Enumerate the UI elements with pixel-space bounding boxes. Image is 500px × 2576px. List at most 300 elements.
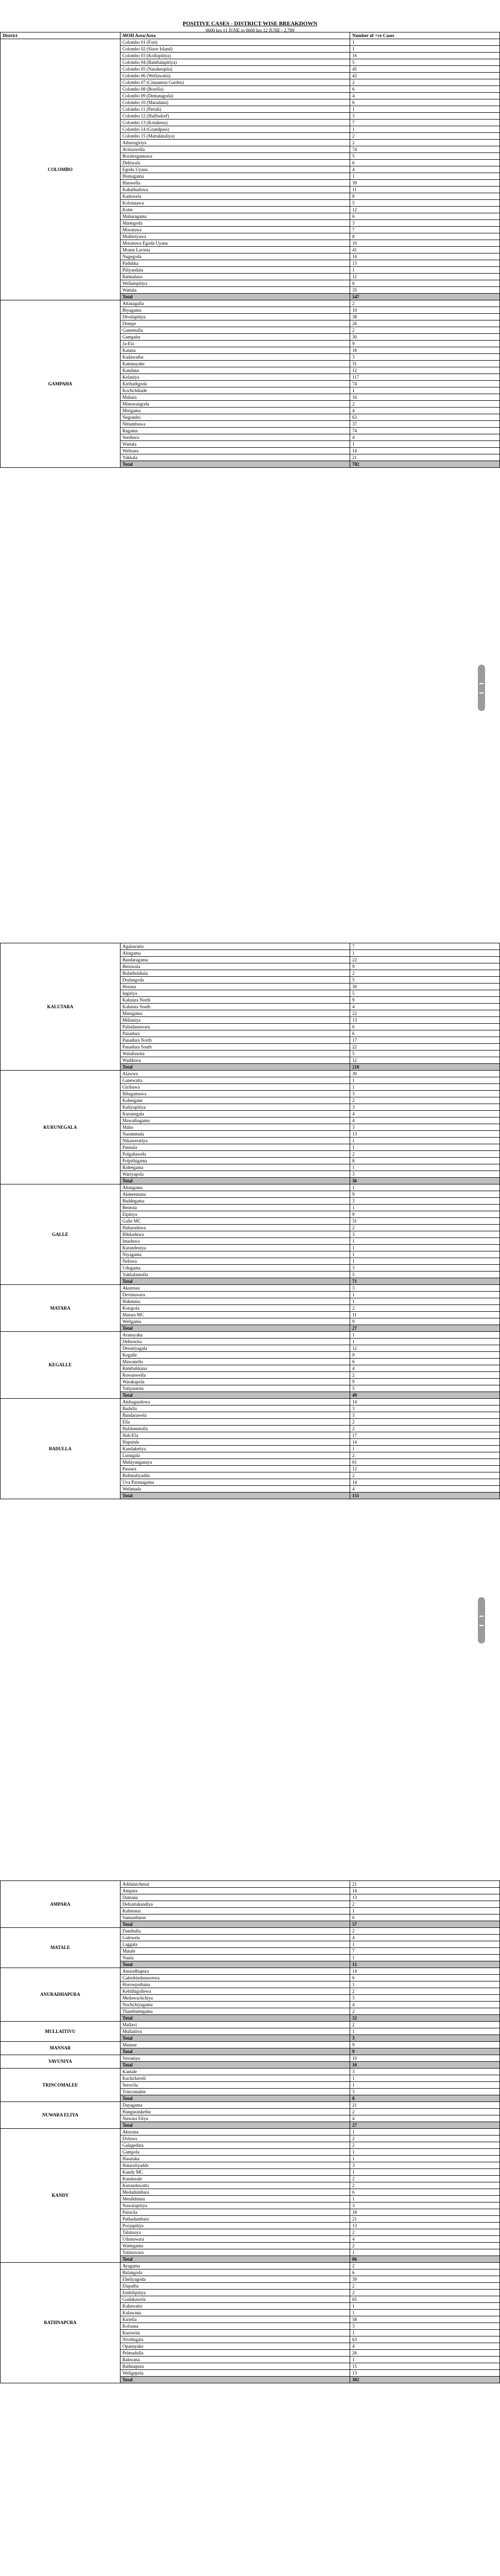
case-count: 2 xyxy=(350,2176,499,2182)
case-count: 2 xyxy=(350,79,499,86)
moh-area-name: Bentota xyxy=(120,1205,350,1211)
moh-area-name: Devinuwara xyxy=(120,1292,350,1298)
moh-area-name: Kurunegala xyxy=(120,1111,350,1117)
moh-area-name: Katana xyxy=(120,347,350,354)
case-count: 3 xyxy=(350,354,499,361)
moh-area-name: Ratmalana xyxy=(120,274,350,280)
case-count: 2 xyxy=(350,2142,499,2149)
case-count: 3 xyxy=(350,2162,499,2169)
total-label: Total xyxy=(120,2048,350,2055)
total-label: Total xyxy=(120,1392,350,1399)
moh-area-name: Ibbagamuwa xyxy=(120,1091,350,1097)
case-count: 9 xyxy=(350,1379,499,1385)
moh-area-name: Eheliyagoda xyxy=(120,2276,350,2283)
total-label: Total xyxy=(120,294,350,300)
table-header-row xyxy=(1,32,500,39)
header-moh-area: MOH Area/Area xyxy=(120,32,350,39)
case-count: 74 xyxy=(350,428,499,434)
moh-area-name: Mount Lavinia xyxy=(120,247,350,253)
case-count: 1 xyxy=(350,1446,499,1452)
moh-area-name: Colombo 10 (Maradana) xyxy=(120,99,350,106)
moh-area-name: Rakwana xyxy=(120,2357,350,2363)
case-count: 9 xyxy=(350,1352,499,1359)
case-count: 21 xyxy=(350,2216,499,2223)
moh-area-name: Dayagama xyxy=(120,2102,350,2109)
case-count: 2 xyxy=(350,2290,499,2296)
case-count: 4 xyxy=(350,2002,499,2008)
case-count: 2 xyxy=(350,1928,499,1935)
case-count: 6 xyxy=(350,1975,499,1981)
moh-area-name: Pannala xyxy=(120,1144,350,1151)
moh-area-name: Mannar xyxy=(120,2042,350,2048)
moh-area-name: Kandana xyxy=(120,367,350,374)
case-count: 2 xyxy=(350,1225,499,1231)
cases-table xyxy=(0,1880,500,2383)
case-count: 1 xyxy=(350,2149,499,2156)
header-cases: Number of +ve Cases xyxy=(350,32,499,39)
moh-area-name: Kalmunai xyxy=(120,1908,350,1914)
case-count: 1 xyxy=(350,1238,499,1245)
moh-area-name: Dodangoda xyxy=(120,977,350,984)
moh-area-name: Mallavi xyxy=(120,2022,350,2028)
moh-area-name: Egoda Uyana xyxy=(120,166,350,173)
moh-area-name: Welisara xyxy=(120,448,350,454)
case-count: 38 xyxy=(350,314,499,320)
moh-area-name: Naula xyxy=(120,1955,350,1961)
moh-area-name: Wellampitiya xyxy=(120,280,350,287)
case-count: 8 xyxy=(350,193,499,200)
case-count: 3 xyxy=(350,1124,499,1131)
moh-area-name: Colombo 11 (Pettah) xyxy=(120,106,350,113)
case-count: 26 xyxy=(350,320,499,327)
case-count: 1 xyxy=(350,2129,499,2136)
moh-area-name: Warakapola xyxy=(120,1379,350,1385)
district-name: KALUTARA xyxy=(1,943,120,1071)
moh-area-name: Menikhinna xyxy=(120,2196,350,2202)
moh-area-name: Galagedara xyxy=(120,2142,350,2149)
moh-area-name: Ja-Ela xyxy=(120,341,350,347)
case-count: 10 xyxy=(350,2055,499,2062)
district-name: GALLE xyxy=(1,1184,120,1285)
total-label: Total xyxy=(120,2062,350,2069)
case-count: 8 xyxy=(350,1158,499,1164)
table-page-2 xyxy=(0,943,500,1499)
table-row xyxy=(1,1928,500,1935)
moh-area-name: Kuchchaveli xyxy=(120,2075,350,2082)
moh-area-name: Kebithigollewa xyxy=(120,1988,350,1995)
moh-area-name: Vavuniya xyxy=(120,2055,350,2062)
case-count: 14 xyxy=(350,1479,499,1486)
moh-area-name: Kolonnawa xyxy=(120,200,350,207)
case-count: 6 xyxy=(350,1030,499,1037)
moh-area-name: Colombo 05 (Narahenpita) xyxy=(120,66,350,73)
case-count: 9 xyxy=(350,1191,499,1198)
moh-area-name: Ganewatta xyxy=(120,1077,350,1084)
moh-area-name: Dehiwala xyxy=(120,160,350,166)
case-count: 5 xyxy=(350,1272,499,1278)
case-count: 61 xyxy=(350,1459,499,1466)
case-count: 3 xyxy=(350,1091,499,1097)
moh-area-name: Balangoda xyxy=(120,2269,350,2276)
case-count: 3 xyxy=(350,1995,499,2002)
case-count: 13 xyxy=(350,2223,499,2229)
moh-area-name: Hanguranketha xyxy=(120,2109,350,2115)
moh-area-name: Divulapitiya xyxy=(120,314,350,320)
moh-area-name: Minuwangoda xyxy=(120,401,350,408)
total-label: Total xyxy=(120,2122,350,2129)
district-name: MATALE xyxy=(1,1928,120,1968)
district-name: ANURADHAPURA xyxy=(1,1968,120,2022)
moh-area-name: Wattegama xyxy=(120,2243,350,2249)
moh-area-name: Kotapola xyxy=(120,1305,350,1312)
case-count: 1 xyxy=(350,2310,499,2316)
moh-area-name: Lunugala xyxy=(120,1452,350,1459)
case-count: 2 xyxy=(350,2229,499,2236)
table-row xyxy=(1,2102,500,2109)
case-count: 22 xyxy=(350,957,499,963)
moh-area-name: Nikaweratiya xyxy=(120,1138,350,1144)
moh-area-name: Polgahawela xyxy=(120,1151,350,1158)
case-count: 3 xyxy=(350,1104,499,1111)
moh-area-name: Nochchiyagama xyxy=(120,2002,350,2008)
moh-area-name: Panwila xyxy=(120,2209,350,2216)
page-subtitle: 0600 hrs 11 JUNE to 0600 hrs 12 JUNE - 2,789 xyxy=(205,28,295,33)
moh-area-name: Weligepola xyxy=(120,2370,350,2377)
case-count: 4 xyxy=(350,1117,499,1124)
moh-area-name: Kaduwela xyxy=(120,193,350,200)
moh-area-name: Kelaniya xyxy=(120,374,350,381)
case-count: 1 xyxy=(350,1338,499,1345)
total-value: 218 xyxy=(350,1064,499,1071)
moh-area-name: Millaniya xyxy=(120,1017,350,1024)
case-count: 1 xyxy=(350,2249,499,2256)
case-count: 1 xyxy=(350,1084,499,1091)
table-row xyxy=(1,943,500,950)
moh-area-name: Ella xyxy=(120,1419,350,1426)
case-count: 17 xyxy=(350,1432,499,1439)
moh-area-name: Panadura xyxy=(120,1030,350,1037)
case-count: 4 xyxy=(350,2343,499,2350)
case-count: 5 xyxy=(350,1050,499,1057)
moh-area-name: Colombo 14 (Grandpass) xyxy=(120,126,350,133)
page-scroll-handle[interactable] xyxy=(478,665,485,711)
moh-area-name: Colombo 12 (Hulftsdorf) xyxy=(120,113,350,120)
case-count: 7 xyxy=(350,943,499,950)
case-count: 5 xyxy=(350,1385,499,1392)
case-count: 1 xyxy=(350,1292,499,1298)
case-count: 6 xyxy=(350,99,499,106)
moh-area-name: Nuwara Eliya xyxy=(120,2115,350,2122)
case-count: 1 xyxy=(350,2196,499,2202)
case-count: 2 xyxy=(350,327,499,334)
moh-area-name: Biyagama xyxy=(120,307,350,314)
table-row xyxy=(1,2042,500,2048)
case-count: 41 xyxy=(350,247,499,253)
moh-area-name: Kolonna xyxy=(120,2323,350,2330)
case-count: 4 xyxy=(350,1004,499,1010)
case-count: 1 xyxy=(350,2357,499,2363)
moh-area-name: Nawalapitiya xyxy=(120,2202,350,2209)
case-count: 2 xyxy=(350,133,499,140)
moh-area-name: Doluwa xyxy=(120,2136,350,2142)
moh-area-name: Ampara xyxy=(120,1888,350,1894)
case-count: 31 xyxy=(350,361,499,367)
moh-area-name: Colombo 15 (Mattakkuliya) xyxy=(120,133,350,140)
case-count: 1 xyxy=(350,2028,499,2035)
case-count: 2 xyxy=(350,1305,499,1312)
district-name: MATARA xyxy=(1,1285,120,1332)
moh-area-name: Avissawella xyxy=(120,146,350,153)
moh-area-name: Polpithigama xyxy=(120,1158,350,1164)
moh-area-name: Niyagama xyxy=(120,1251,350,1258)
case-count: 1 xyxy=(350,1184,499,1191)
moh-area-name: Badulla xyxy=(120,1405,350,1412)
moh-area-name: Ambagasdowa xyxy=(120,1399,350,1405)
moh-area-name: Akmeemana xyxy=(120,1191,350,1198)
table-row xyxy=(1,2022,500,2028)
total-label: Total xyxy=(120,2377,350,2383)
moh-area-name: Hataraliyadda xyxy=(120,2162,350,2169)
total-label: Total xyxy=(120,1325,350,1332)
moh-area-name: Colombo 07 (Cinnamon Garden) xyxy=(120,79,350,86)
moh-area-name: Kiriella xyxy=(120,2316,350,2323)
case-count: 9 xyxy=(350,2042,499,2048)
moh-area-name: Maho xyxy=(120,1124,350,1131)
case-count: 6 xyxy=(350,86,499,93)
total-label: Total xyxy=(120,2015,350,2022)
district-name: MANNAR xyxy=(1,2042,120,2055)
moh-area-name: Passara xyxy=(120,1466,350,1472)
moh-area-name: Homagama xyxy=(120,173,350,180)
case-count: 13 xyxy=(350,1017,499,1024)
case-count: 2 xyxy=(350,1452,499,1459)
moh-area-name: Kuliyapitiya xyxy=(120,1104,350,1111)
case-count: 58 xyxy=(350,2316,499,2323)
moh-area-name: Medadumbara xyxy=(120,2189,350,2196)
case-count: 10 xyxy=(350,307,499,314)
case-count: 37 xyxy=(350,421,499,428)
moh-area-name: Yatiyantota xyxy=(120,1385,350,1392)
case-count: 2 xyxy=(350,1901,499,1908)
moh-area-name: Samanthurai xyxy=(120,1914,350,1921)
case-count: 12 xyxy=(350,1057,499,1064)
total-label: Total xyxy=(120,1493,350,1499)
moh-area-name: Wariyapola xyxy=(120,1171,350,1178)
header-district: District xyxy=(1,32,120,39)
moh-area-name: Mirigama xyxy=(120,408,350,414)
district-name: NUWARA ELIYA xyxy=(1,2102,120,2129)
moh-area-name: Bandarawela xyxy=(120,1412,350,1419)
table-row xyxy=(1,39,500,46)
moh-area-name: Yatinuwara xyxy=(120,2249,350,2256)
case-count: 1 xyxy=(350,1205,499,1211)
case-count: 11 xyxy=(350,187,499,193)
case-count: 2 xyxy=(350,2283,499,2290)
total-label: Total xyxy=(120,1961,350,1968)
case-count: 1 xyxy=(350,39,499,46)
moh-area-name: Kundasale xyxy=(120,2176,350,2182)
district-name: BADULLA xyxy=(1,1399,120,1499)
case-count: 13 xyxy=(350,1894,499,1901)
case-count: 2 xyxy=(350,1472,499,1479)
moh-area-name: Agalawatta xyxy=(120,943,350,950)
case-count: 4 xyxy=(350,408,499,414)
moh-area-name: Aranayaka xyxy=(120,1332,350,1338)
case-count: 3 xyxy=(350,1412,499,1419)
moh-area-name: Kandy MC xyxy=(120,2169,350,2176)
moh-area-name: Hakmana xyxy=(120,1298,350,1305)
moh-area-name: Kobeigane xyxy=(120,1097,350,1104)
case-count: 3 xyxy=(350,1231,499,1238)
moh-area-name: Neluwa xyxy=(120,1258,350,1265)
moh-area-name: Gampola xyxy=(120,2149,350,2156)
moh-area-name: Wattala xyxy=(120,441,350,448)
table-row xyxy=(1,1968,500,1975)
moh-area-name: Deraniyagala xyxy=(120,1345,350,1352)
case-count: 6 xyxy=(350,213,499,220)
case-count: 14 xyxy=(350,253,499,260)
case-count: 2 xyxy=(350,401,499,408)
case-count: 12 xyxy=(350,367,499,374)
moh-area-name: Bulathsinhala xyxy=(120,970,350,977)
case-count: 1 xyxy=(350,2075,499,2082)
case-count: 74 xyxy=(350,146,499,153)
case-count: 9 xyxy=(350,963,499,970)
total-value: 27 xyxy=(350,1325,499,1332)
moh-area-name: Karandeniya xyxy=(120,1245,350,1251)
case-count: 2 xyxy=(350,2263,499,2269)
moh-area-name: Narammala xyxy=(120,1131,350,1138)
moh-area-name: Ruwanwella xyxy=(120,1372,350,1379)
case-count: 30 xyxy=(350,334,499,341)
moh-area-name: Haputale xyxy=(120,1439,350,1446)
case-count: 15 xyxy=(350,2363,499,2370)
moh-area-name: Kurunduwatta xyxy=(120,2182,350,2189)
total-value: 9 xyxy=(350,2048,499,2055)
total-label: Total xyxy=(120,2035,350,2042)
case-count: 4 xyxy=(350,2115,499,2122)
case-count: 6 xyxy=(350,2189,499,2196)
moh-area-name: Kuruwita xyxy=(120,2330,350,2336)
total-value: 302 xyxy=(350,2377,499,2383)
case-count: 12 xyxy=(350,1466,499,1472)
moh-area-name: Mulleriyawa xyxy=(120,233,350,240)
moh-area-name: Colombo 04 (Bambalapitiya) xyxy=(120,59,350,66)
case-count: 10 xyxy=(350,240,499,247)
moh-area-name: Yakkala xyxy=(120,454,350,461)
case-count: 7 xyxy=(350,227,499,233)
total-label: Total xyxy=(120,1064,350,1071)
moh-area-name: Addalaichenai xyxy=(120,1881,350,1888)
case-count: 30 xyxy=(350,984,499,990)
moh-area-name: Ganemulla xyxy=(120,327,350,334)
moh-area-name: Dambulla xyxy=(120,1928,350,1935)
case-count: 117 xyxy=(350,374,499,381)
district-name: RATHNAPURA xyxy=(1,2263,120,2383)
district-name: AMPARA xyxy=(1,1881,120,1928)
moh-area-name: Galle MC xyxy=(120,1218,350,1225)
case-count: 16 xyxy=(350,394,499,401)
total-value: 71 xyxy=(350,1278,499,1285)
case-count: 16 xyxy=(350,53,499,59)
case-count: 1 xyxy=(350,1144,499,1151)
total-value: 49 xyxy=(350,1392,499,1399)
case-count: 14 xyxy=(350,1968,499,1975)
case-count: 63 xyxy=(350,2336,499,2343)
case-count: 5 xyxy=(350,59,499,66)
case-count: 17 xyxy=(350,1037,499,1044)
case-count: 2 xyxy=(350,1426,499,1432)
moh-area-name: Hali-Ela xyxy=(120,1432,350,1439)
district-name: KANDY xyxy=(1,2129,120,2263)
case-count: 1 xyxy=(350,1138,499,1144)
case-count: 3 xyxy=(350,1405,499,1412)
moh-area-name: Laggala xyxy=(120,1941,350,1948)
moh-area-name: Godakawela xyxy=(120,2296,350,2303)
moh-area-name: Kochchikade xyxy=(120,387,350,394)
moh-area-name: Kegalle xyxy=(120,1352,350,1359)
case-count: 6 xyxy=(350,160,499,166)
moh-area-name: Kalutara South xyxy=(120,1004,350,1010)
case-count: 26 xyxy=(350,2350,499,2357)
table-row xyxy=(1,1332,500,1338)
case-count: 22 xyxy=(350,1010,499,1017)
moh-area-name: Kandaketiya xyxy=(120,1446,350,1452)
page-scroll-handle[interactable] xyxy=(478,1597,485,1643)
moh-area-name: Moratuwa Egoda Uyana xyxy=(120,240,350,247)
case-count: 6 xyxy=(350,1914,499,1921)
total-label: Total xyxy=(120,1921,350,1928)
moh-area-name: Ridimaliyadda xyxy=(120,1472,350,1479)
table-row xyxy=(1,2129,500,2136)
case-count: 3 xyxy=(350,2089,499,2095)
total-label: Total xyxy=(120,1178,350,1184)
moh-area-name: Giribawa xyxy=(120,1084,350,1091)
case-count: 2 xyxy=(350,2109,499,2115)
moh-area-name: Opanayake xyxy=(120,2343,350,2350)
moh-area-name: Udunuwara xyxy=(120,2236,350,2243)
moh-area-name: Pathadumbara xyxy=(120,2216,350,2223)
case-count: 5 xyxy=(350,990,499,997)
moh-area-name: Galewela xyxy=(120,1935,350,1941)
case-count: 12 xyxy=(350,1345,499,1352)
case-count: 14 xyxy=(350,1439,499,1446)
case-count: 74 xyxy=(350,381,499,387)
case-count: 9 xyxy=(350,997,499,1004)
moh-area-name: Udugama xyxy=(120,1265,350,1272)
moh-area-name: Piliyandala xyxy=(120,267,350,274)
moh-area-name: Kahathuduwa xyxy=(120,187,350,193)
moh-area-name: Colombo 02 (Slave Island) xyxy=(120,46,350,53)
case-count: 2 xyxy=(350,2243,499,2249)
case-count: 14 xyxy=(350,448,499,454)
total-value: 86 xyxy=(350,2256,499,2263)
total-value: 15 xyxy=(350,1961,499,1968)
case-count: 9 xyxy=(350,1211,499,1218)
district-name: VAVUNIYA xyxy=(1,2055,120,2069)
case-count: 1 xyxy=(350,1258,499,1265)
case-count: 22 xyxy=(350,1044,499,1050)
moh-area-name: Matale xyxy=(120,1948,350,1955)
case-count: 18 xyxy=(350,347,499,354)
moh-area-name: Horana xyxy=(120,984,350,990)
case-count: 4 xyxy=(350,1935,499,1941)
case-count: 3 xyxy=(350,1171,499,1178)
moh-area-name: Poojapitiya xyxy=(120,2223,350,2229)
case-count: 1 xyxy=(350,267,499,274)
moh-area-name: Nugegoda xyxy=(120,253,350,260)
case-count: 1 xyxy=(350,46,499,53)
